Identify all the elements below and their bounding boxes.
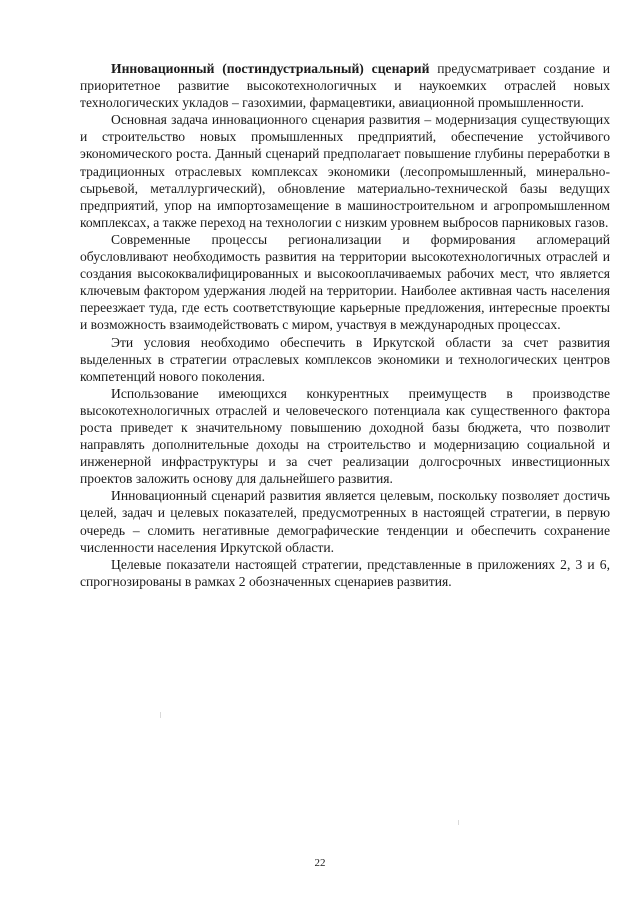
paragraph-4: Эти условия необходимо обеспечить в Иркутской области за счет развития выделенных в стратегии отраслевых комплексов экономики и технологических центров компетенций нового поколения.: [80, 334, 610, 384]
scan-speck: [458, 820, 459, 825]
document-body: [80, 60, 610, 590]
page-number: 22: [314, 857, 326, 869]
paragraph-3: Современные процессы регионализации и формирования агломераций обусловливают необходимость развития на территории высокотехнологичных отраслей и создания высококвалифицированных и высокооплачиваемых рабочих мест, что является ключевым фактором удержания людей на территории. Наиболее активная часть населения переезжает туда, где есть соответствующие карьерные предложения, интересные проекты и возможность взаимодействовать с миром, участвуя в международных процессах.: [80, 231, 610, 333]
paragraph-1: [80, 60, 610, 111]
scan-speck: [160, 712, 161, 718]
paragraph-5: Использование имеющихся конкурентных преимуществ в производстве высокотехнологичных отраслей и человеческого потенциала как существенного фактора роста приведет к значительному повышению доходной базы бюджета, что позволит направлять дополнительные доходы на строительство и модернизацию социальной и инженерной инфраструктуры и за счет реализации долгосрочных инвестиционных проектов заложить основу для дальнейшего развития.: [80, 385, 610, 487]
paragraph-1-lead-bold: Инновационный (постиндустриальный) сценарий: [111, 61, 430, 76]
paragraph-7: Целевые показатели настоящей стратегии, представленные в приложениях 2, 3 и 6, спрогнозированы в рамках 2 обозначенных сценариев развития.: [80, 556, 610, 589]
paragraph-2: Основная задача инновационного сценария развития – модернизация существующих и строительство новых промышленных предприятий, обеспечение устойчивого экономического роста. Данный сценарий предполагает повышение глубины переработки в традиционных отраслевых комплексах экономики (лесопромышленный, минерально-сырьевой, металлургический), обновление материально-технической базы ведущих предприятий, упор на импортозамещение в машиностроительном и агропромышленном комплексах, а также переход на технологии с низким уровнем выбросов парниковых газов.: [80, 112, 610, 230]
paragraph-1-text: предусматривает создание и приоритетное развитие высокотехнологичных и наукоемких отраслей новых технологических укладов – газохимии, фармацевтики, авиационной промышленности.: [80, 61, 610, 111]
paragraph-6: Инновационный сценарий развития является целевым, поскольку позволяет достичь целей, задач и целевых показателей, предусмотренных в настоящей стратегии, в первую очередь – сломить негативные демографические тенденции и обеспечить сохранение численности населения Иркутской области.: [80, 488, 610, 555]
